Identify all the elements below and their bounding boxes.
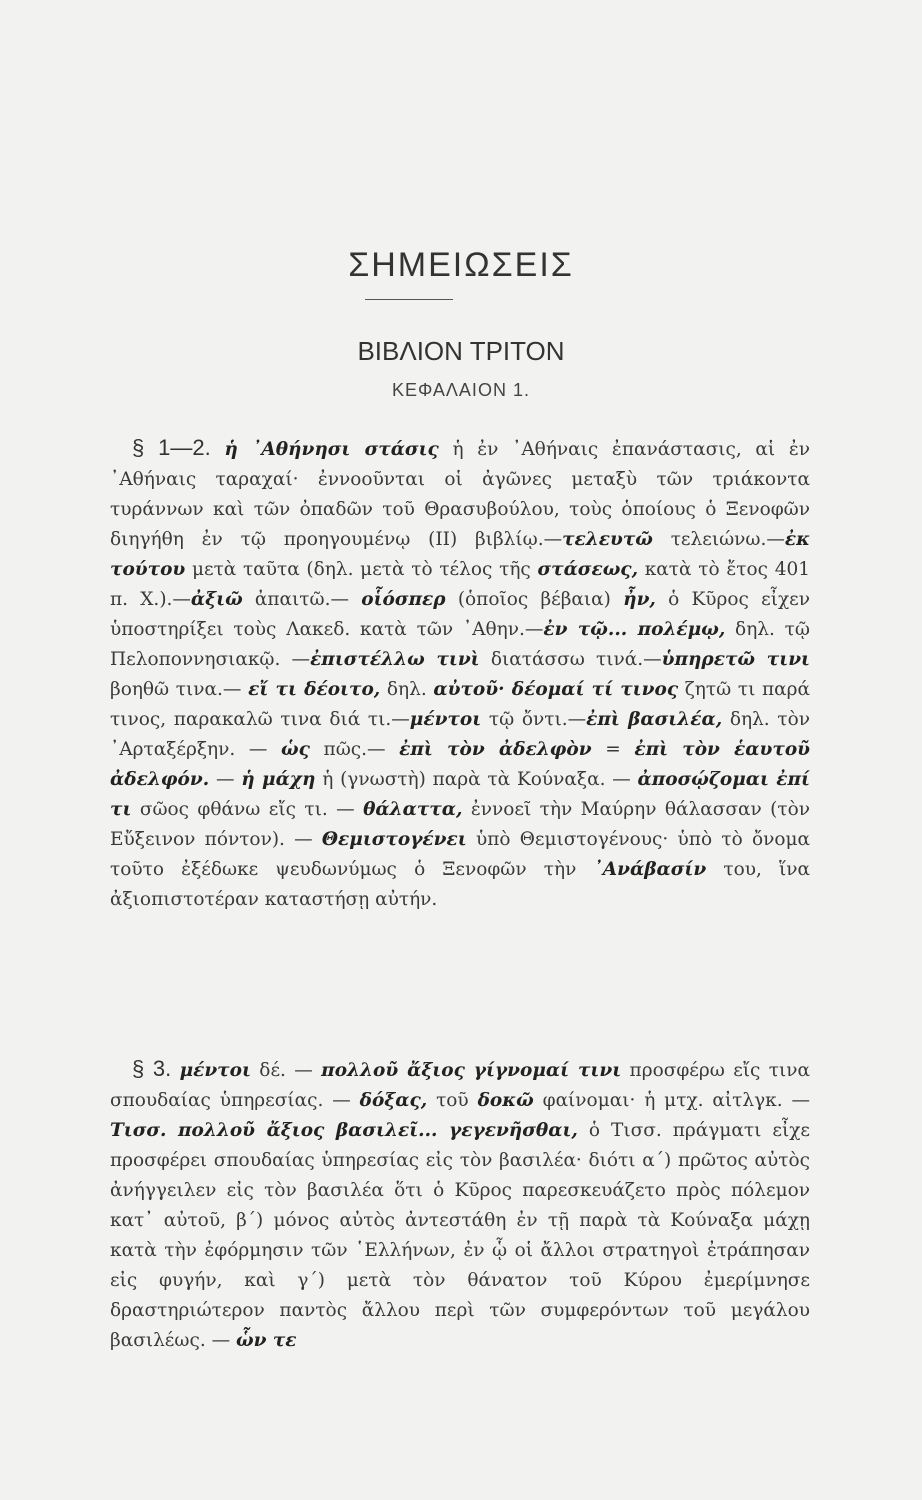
gloss-text: δηλ. τὸν ᾿Αρταξέρξην. — [110, 709, 810, 760]
lemma: ὡς [281, 739, 310, 760]
gloss-text: — [209, 769, 242, 790]
gloss-text: βοηθῶ τινα.— [110, 679, 249, 700]
lemma: ἐπὶ τὸν ἀδελφὸν [399, 739, 592, 760]
section-marker: § 3. [132, 1056, 172, 1081]
gloss-text: (ὁποῖος βέβαια) [445, 589, 624, 610]
lemma: πολλοῦ ἄξιος γίγνομαί τινι [321, 1060, 622, 1081]
lemma: ἐκ τούτου [110, 529, 811, 580]
gloss-text: ἐννοεῖ τὴν Μαύρην θάλασσαν (τὸν Εὔξεινον πόντον). — [110, 799, 810, 850]
lemma: οἷόσπερ [361, 589, 446, 610]
title-divider [365, 299, 453, 300]
gloss-text: μετὰ ταῦτα (δηλ. μετὰ τὸ τέλος τῆς [185, 559, 538, 580]
lemma: εἴ τι δέοιτο, [248, 679, 381, 700]
lemma: ἐπιστέλλω τινὶ [310, 649, 480, 670]
gloss-text: = [591, 739, 635, 760]
gloss-text: ὁ Κῦρος εἶχεν ὑποστηρίξει τοὺς Λακεδ. κατὰ τῶν ᾿Αθην.— [110, 589, 810, 640]
lemma: ὧν τε [235, 1330, 297, 1351]
gloss-text: δηλ. [380, 679, 434, 700]
gloss-text [171, 1060, 179, 1081]
lemma: μέντοι [409, 709, 482, 730]
section-marker: § 1—2. [132, 435, 211, 460]
lemma: δοκῶ [477, 1090, 534, 1111]
lemma: θάλαττα, [363, 799, 463, 820]
gloss-text [211, 439, 225, 460]
gloss-text: προσφέρω εἴς τινα σπουδαίας ὑπηρεσίας. — [110, 1060, 811, 1111]
gloss-text: ὑπὸ Θεμιστογένους· ὑπὸ τὸ ὄνομα τοῦτο ἐξέδωκε ψευδωνύμως ὁ Ξενοφῶν τὴν [110, 829, 810, 880]
lemma: στάσεως, [537, 559, 639, 580]
paragraph-text [110, 433, 810, 915]
lemma: ᾿Ανάβασίν [593, 859, 707, 880]
gloss-text: διατάσσω τινά.— [479, 649, 662, 670]
gloss-text: του, ἵνα ἀξιοπιστοτέραν καταστήσῃ αὐτήν. [110, 859, 810, 910]
lemma: ἀξιῶ [190, 589, 243, 610]
lemma: ἡ ᾿Αθήνησι στάσις [224, 439, 439, 460]
paragraph-text [110, 1054, 810, 1356]
gloss-text: ἡ (γνωστὴ) παρὰ τὰ Κούναξα. — [315, 769, 638, 790]
lemma: ἀποσῴζομαι ἐπί τι [110, 769, 811, 820]
lemma: ἦν, [623, 589, 656, 610]
gloss-text: ἡ ἐν ᾿Αθήναις ἐπανάστασις, αἱ ἐν ᾿Αθήναις ταραχαί· ἐννοοῦνται οἱ ἀγῶνες μεταξὺ τῶν τριάκοντα τυράννων καὶ τῶν ὀπαδῶν τοῦ Θρασυβούλου, τοὺς ὁποίους ὁ Ξενοφῶν διηγήθη ἐν τῷ προηγουμένῳ (ΙΙ) βιβλίῳ.— [110, 439, 810, 550]
lemma: ὑπηρετῶ τινι [661, 649, 810, 670]
gloss-text: δηλ. τῷ Πελοποννησιακῷ. — [110, 619, 810, 670]
gloss-text: σῶος φθάνω εἴς τι. — [131, 799, 364, 820]
lemma: Θεμιστογένει [321, 829, 467, 850]
lemma: μέντοι [179, 1060, 251, 1081]
lemma: Τισσ. πολλοῦ ἄξιος βασιλεῖ... γεγενῆσθαι, [110, 1120, 578, 1141]
chapter-title: ΚΕΦΑΛΑΙΟΝ 1. [392, 380, 530, 400]
lemma: δόξας, [359, 1090, 428, 1111]
book-title: ΒΙΒΛΙΟΝ ΤΡΙΤΟΝ [357, 336, 565, 366]
lemma: ἐπὶ βασιλέα, [586, 709, 723, 730]
lemma: τελευτῶ [562, 529, 653, 550]
page-title: ΣΗΜΕΙΩΣΕΙΣ [348, 246, 574, 284]
gloss-text: κατὰ τὸ ἔτος 401 π. Χ.).— [110, 559, 810, 610]
gloss-text: ζητῶ τι παρά τινος, παρακαλῶ τινα διά τι.— [110, 679, 811, 730]
gloss-text: φαίνομαι· ἡ μτχ. αἰτλγκ. — [533, 1090, 810, 1111]
lemma: ἐν τῷ... πολέμῳ, [543, 619, 726, 640]
gloss-text: ἀπαιτῶ.— [242, 589, 362, 610]
gloss-text: δέ. — [250, 1060, 322, 1081]
gloss-text: τῷ ὄντι.— [481, 709, 587, 730]
notes-paragraph-1 [110, 433, 810, 915]
gloss-text: πῶς.— [309, 739, 400, 760]
gloss-text: τοῦ [427, 1090, 478, 1111]
lemma: αὐτοῦ· δέομαί τί τινος [433, 679, 679, 700]
notes-paragraph-2 [110, 1054, 810, 1356]
lemma: ἐπὶ τὸν ἑαυτοῦ ἀδελφόν. [110, 739, 810, 790]
lemma: ἡ μάχη [241, 769, 316, 790]
gloss-text: τελειώνω.— [652, 529, 785, 550]
gloss-text: ὁ Τισσ. πράγματι εἶχε προσφέρει σπουδαίας ὑπηρεσίας εἰς τὸν βασιλέα· διότι α΄) πρῶτος αὐτὸς ἀνήγγειλεν εἰς τὸν βασιλέα ὅτι ὁ Κῦρος παρεσκευάζετο πρὸς πόλεμον κατ᾿ αὐτοῦ, β΄) μόνος αὐτὸς ἀντεστάθη ἐν τῇ παρὰ τὰ Κούναξα μάχῃ κατὰ τὴν ἐφόρμησιν τῶν ῾Ελλήνων, ἐν ᾧ οἱ ἄλλοι στρατηγοὶ ἐτράπησαν εἰς φυγήν, καὶ γ΄) μετὰ τὸν θάνατον τοῦ Κύρου ἐμερίμνησε δραστηριώτερον παντὸς ἄλλου περὶ τῶν συμφερόντων τοῦ μεγάλου βασιλέως. — [110, 1120, 810, 1351]
